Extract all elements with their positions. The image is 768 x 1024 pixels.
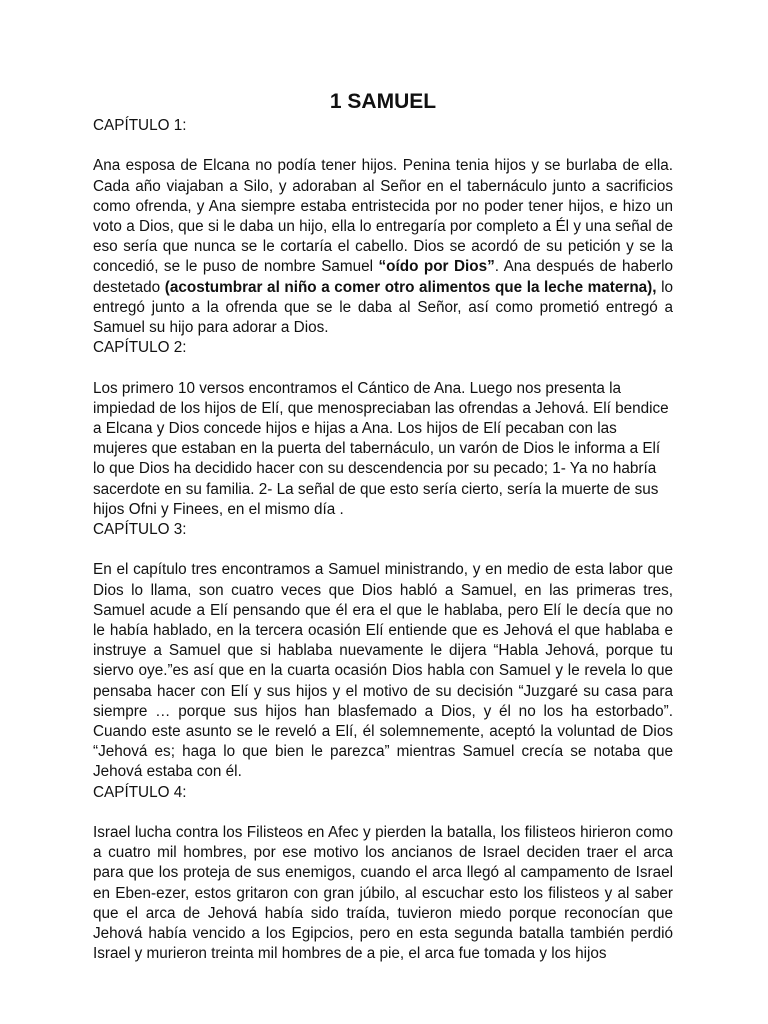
chapter-2-paragraph: Los primero 10 versos encontramos el Cántico de Ana. Luego nos presenta la impiedad de los hijos de Elí, que menospreciaban las ofrendas a Jehová. Elí bendice a Elcana y Dios concede hijos e hijas a Ana. Los hijos de Elí pecaban con las mujeres que estaban en la puerta del tabernáculo, un varón de Dios le informa a Elí lo que Dios ha decidido hacer con su descendencia por su pecado; 1- Ya no habría sacerdote en su familia. 2- La señal de que esto sería cierto, sería la muerte de sus hijos Ofni y Finees, en el mismo día . — [93, 379, 669, 518]
chapter-1-text-part-2: . Ana después de haberlo destetado — [93, 258, 673, 296]
chapter-1-text-part-3: lo entregó junto a la ofrenda que se le daba al Señor, así como prometió entregó a Samuel su hijo para adorar a Dios. — [93, 278, 673, 337]
blank-line — [93, 803, 673, 823]
chapter-3-heading: CAPÍTULO 3: — [93, 521, 187, 539]
chapter-1-paragraph — [93, 156, 673, 338]
chapter-4-heading: CAPÍTULO 4: — [93, 783, 187, 801]
blank-line — [93, 540, 673, 560]
chapter-3-paragraph: En el capítulo tres encontramos a Samuel ministrando, y en medio de esta labor que Dios lo llama, son cuatro veces que Dios habló a Samuel, en las primeras tres, Samuel acude a Elí pensando que él era el que le hablaba, pero Elí le decía que no le había hablado, en la tercera ocasión Elí entiende que es Jehová el que hablaba e instruye a Samuel que si hablaba nuevamente le dijera “Habla Jehová, porque tu siervo oye.”es así que en la cuarta ocasión Dios habla con Samuel y le revela lo que pensaba hacer con Elí y sus hijos y el motivo de su decisión “Juzgaré su casa para siempre … porque sus hijos han blasfemado a Dios, y él no los ha estorbado”. Cuando este asunto se le reveló a Elí, él solemnemente, aceptó la voluntad de Dios “Jehová es; haga lo que bien le parezca” mientras Samuel crecía se notaba que Jehová estaba con él. — [93, 561, 673, 781]
chapter-1-emphasis-name-meaning: “oído por Dios” — [378, 258, 495, 276]
chapter-2-heading: CAPÍTULO 2: — [93, 339, 187, 357]
document-title: 1 SAMUEL — [329, 90, 437, 113]
chapter-1-heading: CAPÍTULO 1: — [93, 117, 187, 134]
chapter-1-emphasis-weaning-note: (acostumbrar al niño a comer otro alimentos que la leche materna), — [164, 278, 657, 296]
blank-line — [93, 136, 673, 156]
blank-line — [93, 358, 673, 378]
chapter-4-paragraph: Israel lucha contra los Filisteos en Afec y pierden la batalla, los filisteos hirieron como a cuatro mil hombres, por ese motivo los ancianos de Israel deciden traer el arca para que los proteja de sus enemigos, cuando el arca llegó al campamento de Israel en Eben-ezer, estos gritaron con gran júbilo, al escuchar esto los filisteos y al saber que el arca de Jehová había sido traída, tuvieron miedo porque reconocían que Jehová había vencido a los Egipcios, pero en esta segunda batalla también perdió Israel y murieron treinta mil hombres de a pie, el arca fue tomada y los hijos — [93, 824, 673, 963]
document-page — [93, 88, 673, 964]
chapter-1-text-part-1: Ana esposa de Elcana no podía tener hijos. Penina tenia hijos y se burlaba de ella. Cada año viajaban a Silo, y adoraban al Señor en el tabernáculo junto a sacrificios como ofrenda, y Ana siempre estaba entristecida por no poder tener hijos, e hizo un voto a Dios, que si le daba un hijo, ella lo entregaría por completo a Él y una señal de eso sería que nunca se le cortaría el cabello. Dios se acordó de su petición y se la concedió, se le puso de nombre Samuel — [93, 157, 673, 276]
